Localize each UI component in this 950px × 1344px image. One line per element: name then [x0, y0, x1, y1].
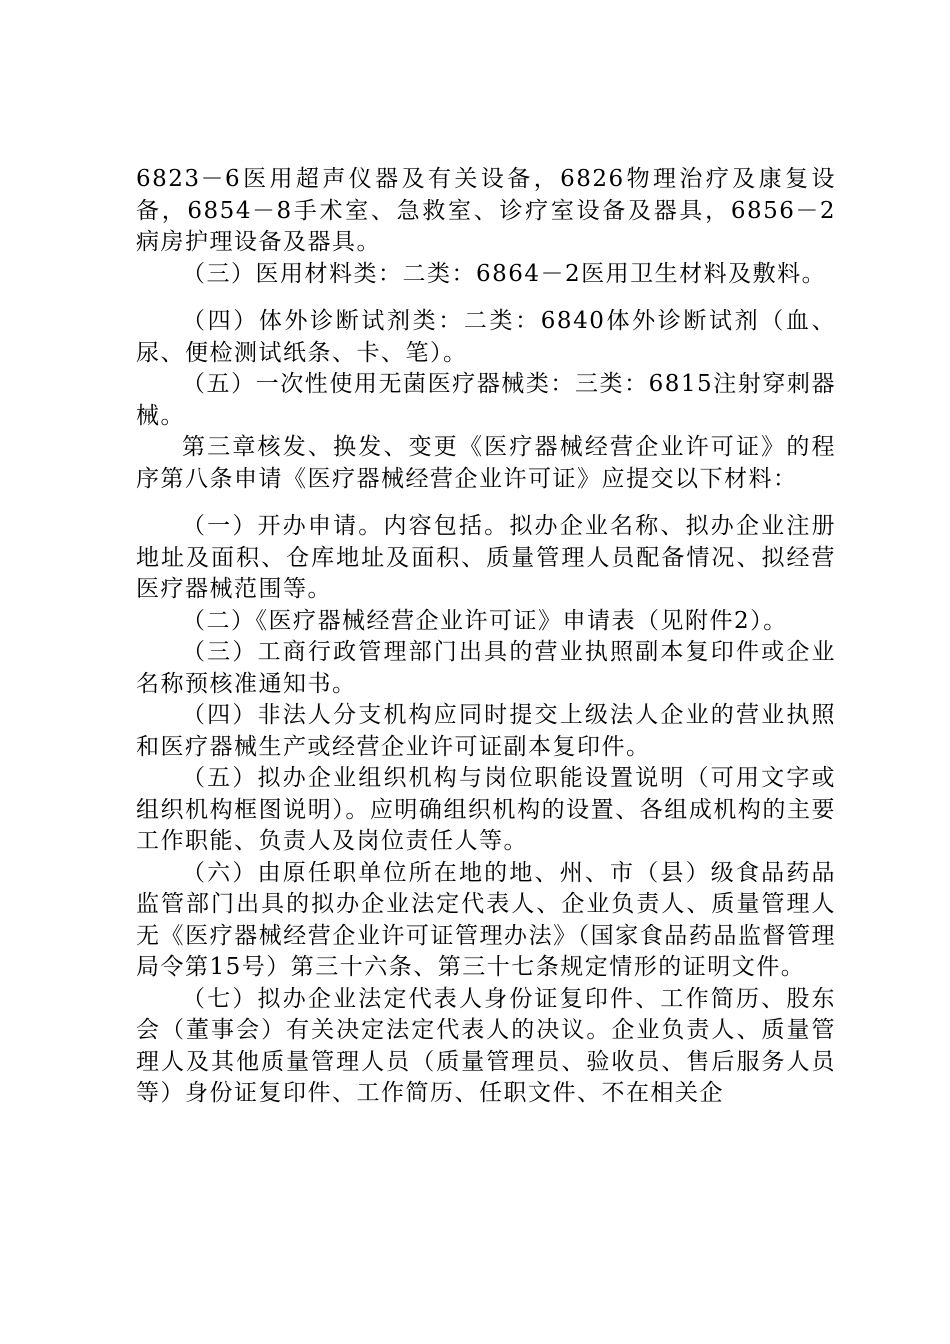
paragraph-medical-materials: （三）医用材料类：二类：6864－2医用卫生材料及敷料。 [182, 260, 827, 287]
document-body [136, 164, 836, 1110]
paragraph-item-4: （四）非法人分支机构应同时提交上级法人企业的营业执照和医疗器械生产或经营企业许可证副本复印件。 [136, 702, 836, 760]
paragraph-item-2: （二）《医疗器械经营企业许可证》申请表（见附件2）。 [182, 607, 788, 634]
paragraph-item-6: （六）由原任职单位所在地的地、州、市（县）级食品药品监管部门出具的拟办企业法定代表人、企业负责人、质量管理人无《医疗器械经营企业许可证管理办法》（国家食品药品监督管理局令第15号）第三十六条、第三十七条规定情形的证明文件。 [136, 859, 836, 980]
paragraph-device-categories: 6823－6医用超声仪器及有关设备，6826物理治疗及康复设备，6854－8手术室、急救室、诊疗室设备及器具，6856－2病房护理设备及器具。 [136, 166, 836, 255]
paragraph-item-7: （七）拟办企业法定代表人身份证复印件、工作简历、股东会（董事会）有关决定法定代表人的决议。企业负责人、质量管理人及其他质量管理人员（质量管理员、验收员、售后服务人员等）身份证复印件、工作简历、任职文件、不在相关企 [136, 985, 836, 1106]
paragraph-item-1: （一）开办申请。内容包括。拟办企业名称、拟办企业注册地址及面积、仓库地址及面积、质量管理人员配备情况、拟经营医疗器械范围等。 [136, 513, 836, 602]
paragraph-chapter-three: 第三章核发、换发、变更《医疗器械经营企业许可证》的程序第八条申请《医疗器械经营企业许可证》应提交以下材料： [136, 434, 836, 492]
paragraph-sterile-devices: （五）一次性使用无菌医疗器械类：三类：6815注射穿刺器械。 [136, 371, 836, 429]
paragraph-item-5: （五）拟办企业组织机构与岗位职能设置说明（可用文字或组织机构框图说明）。应明确组织机构的设置、各组成机构的主要工作职能、负责人及岗位责任人等。 [136, 765, 836, 854]
paragraph-diagnostic-reagents: （四）体外诊断试剂类：二类：6840体外诊断试剂（血、尿、便检测试纸条、卡、笔）。 [136, 308, 836, 366]
paragraph-item-3: （三）工商行政管理部门出具的营业执照副本复印件或企业名称预核准通知书。 [136, 639, 836, 697]
